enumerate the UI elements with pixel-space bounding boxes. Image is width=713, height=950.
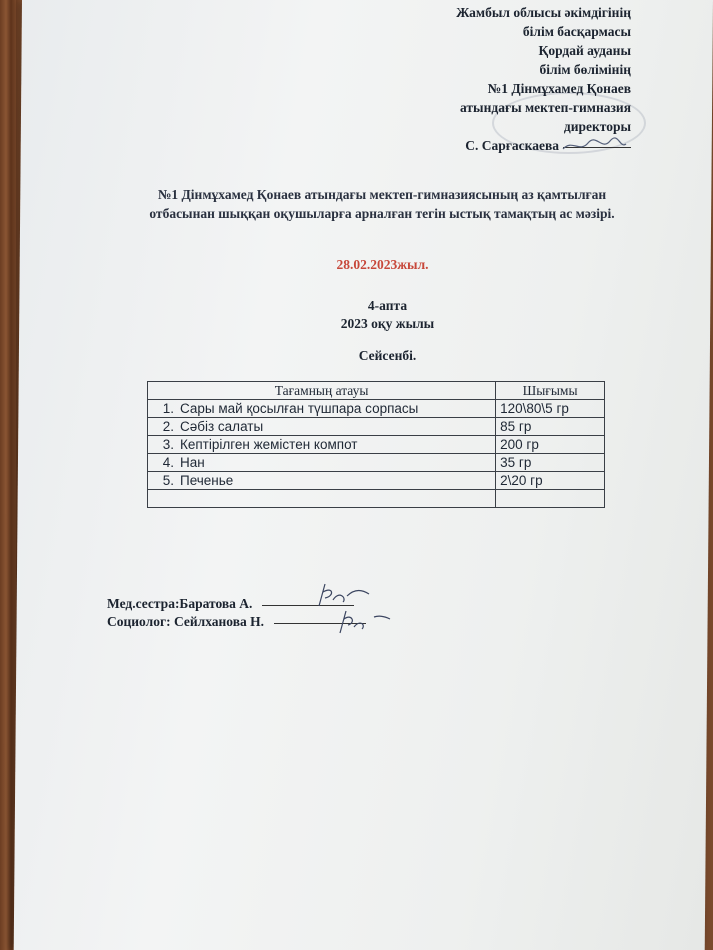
dish-name: Нан <box>180 455 205 470</box>
director-name: С. Сарғаскаева <box>465 138 559 153</box>
dish-name: Печенье <box>180 473 234 488</box>
sociologist-line <box>107 613 366 631</box>
column-header-portion: Шығымы <box>496 382 605 400</box>
document-content <box>22 0 713 950</box>
dish-name-cell <box>148 454 496 472</box>
row-number: 1. <box>162 401 174 416</box>
header-line-section: білім бөлімінің <box>539 62 631 77</box>
header-line-region: Жамбыл облысы әкімдігінің <box>456 5 631 20</box>
row-number: 5. <box>162 473 174 488</box>
dish-name: Сәбіз салаты <box>180 419 264 434</box>
header-line-director: директоры <box>563 119 631 134</box>
weekday: Сейсенбі. <box>358 348 417 363</box>
table-row <box>148 454 605 472</box>
row-number: 3. <box>162 437 174 452</box>
portion-cell: 200 гр <box>496 436 605 454</box>
column-header-dish: Тағамның атауы <box>148 382 496 400</box>
empty-cell <box>496 490 605 508</box>
week-number: 4-апта <box>367 298 408 313</box>
portion-cell: 35 гр <box>496 454 605 472</box>
table-row <box>148 418 605 436</box>
dish-name-cell <box>148 472 496 490</box>
menu-date: 28.02.2023жыл. <box>336 257 429 272</box>
nurse-name: Мед.сестра:Баратова А. <box>107 596 253 611</box>
dish-name: Сары май қосылған түшпара сорпасы <box>180 401 419 416</box>
header-line-gymnasium: атындағы мектеп-гимназия <box>460 100 631 115</box>
header-line-school: №1 Дінмұхамед Қонаев <box>487 81 631 96</box>
table-row-empty <box>148 490 605 508</box>
row-number: 4. <box>162 455 174 470</box>
dish-name-cell <box>148 418 496 436</box>
document-title: №1 Дінмұхамед Қонаев атындағы мектеп-гимназиясының аз қамтылған отбасынан шыққан оқушыларға арналған тегін ыстық тамақтың ас мәзірі. <box>149 187 615 221</box>
academic-year: 2023 оқу жылы <box>340 316 435 331</box>
sociologist-signature <box>330 605 400 635</box>
header-line-district: Қордай ауданы <box>538 43 631 58</box>
week-block <box>22 297 713 333</box>
dish-name: Кептірілген жемістен компот <box>180 437 358 452</box>
table-row <box>148 472 605 490</box>
portion-cell: 2\20 гр <box>496 472 605 490</box>
dish-name-cell <box>148 400 496 418</box>
director-signature <box>560 135 630 157</box>
portion-cell: 85 гр <box>496 418 605 436</box>
sociologist-name: Социолог: Сейлханова Н. <box>107 614 265 629</box>
header-line-department: білім басқармасы <box>522 24 631 39</box>
table-row <box>148 400 605 418</box>
menu-table <box>147 381 605 508</box>
table-header-row <box>148 382 605 400</box>
row-number: 2. <box>162 419 174 434</box>
empty-cell <box>148 490 496 508</box>
dish-name-cell <box>148 436 496 454</box>
approval-header <box>456 3 631 155</box>
table-row <box>148 436 605 454</box>
portion-cell: 120\80\5 гр <box>496 400 605 418</box>
